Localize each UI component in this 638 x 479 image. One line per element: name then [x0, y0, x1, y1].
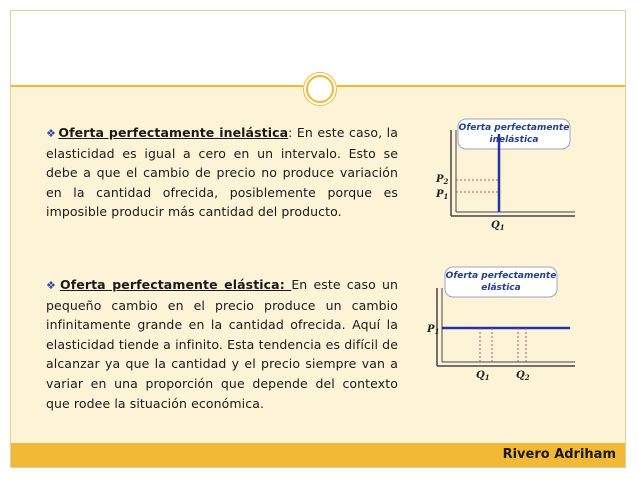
divider-ornament-inner	[306, 75, 334, 103]
label-q1: $Q_1$	[491, 220, 505, 232]
diamond-bullet-icon: ❖	[46, 279, 58, 292]
diagram-title-line1: Oferta perfectamente	[445, 271, 557, 281]
header-divider-left	[11, 85, 303, 87]
diagram-inelastic	[425, 112, 595, 238]
diamond-bullet-icon: ❖	[46, 127, 57, 140]
label-p1: $P_1$	[427, 324, 440, 336]
label-p2: $P_2$	[436, 174, 449, 186]
body-elastic: En este caso un pequeño cambio en el precio produce un cambio infinitamente grande en la cantidad ofrecida. Aquí la elasticidad tiende a infinito. Esta tendencia es difícil de alcanzar ya que la cantidad y el precio siempre van a variar en una proporción que depende del contexto que rodee la situación económica.	[46, 277, 398, 411]
diagram-title-line2: inelástica	[489, 135, 539, 145]
paragraph-elastic	[46, 275, 398, 413]
diagram-elastic	[425, 262, 595, 386]
heading-inelastic: Oferta perfectamente inelástica	[58, 125, 289, 140]
heading-elastic: Oferta perfectamente elástica:	[60, 277, 292, 292]
author-name: Rivero Adriham	[502, 447, 616, 462]
heading-colon: :	[288, 125, 293, 140]
diagram-title-line2: elástica	[481, 283, 521, 293]
paragraph-inelastic	[46, 123, 398, 222]
label-q1: $Q_1$	[476, 370, 490, 382]
diagram-title-line1: Oferta perfectamente	[458, 123, 570, 133]
label-q2: $Q_2$	[516, 370, 530, 382]
label-p1: $P_1$	[436, 189, 449, 201]
header-divider-right	[337, 85, 625, 87]
body-inelastic: En este caso, la elasticidad es igual a cero en un intervalo. Esto se debe a que el cambio de precio no produce variación en la cantidad ofrecida, posiblemente porque es imposible producir más cantidad del producto.	[46, 125, 398, 220]
